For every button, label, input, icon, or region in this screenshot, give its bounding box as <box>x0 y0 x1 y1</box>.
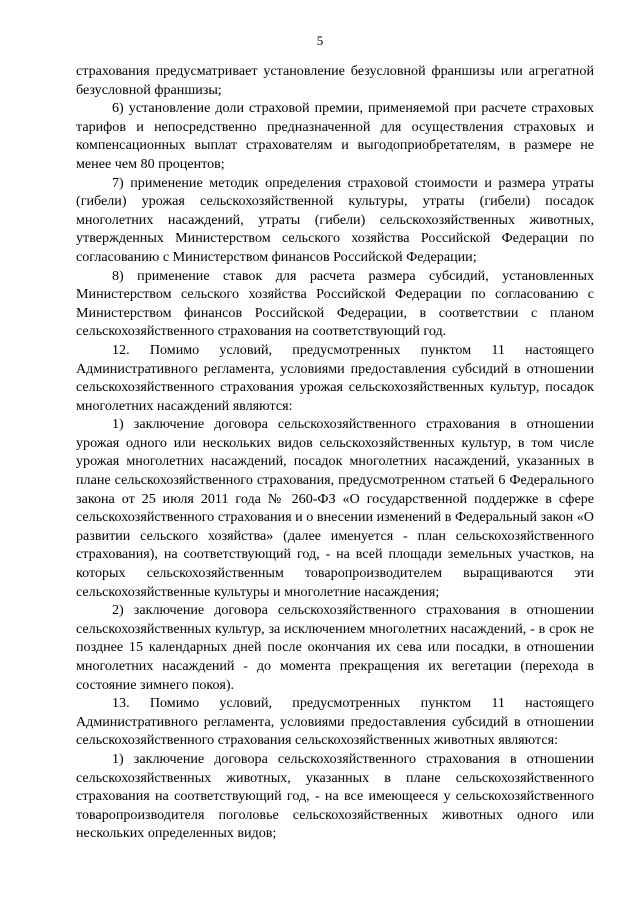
paragraph-item-6: 6) установление доли страховой премии, применяемой при расчете страховых тарифов и непосредственно предназначенной для осуществления страховых и компенсационных выплат страхователям и выгодоприобретателям, в размере не менее чем 80 процентов; <box>76 100 594 172</box>
document-body <box>76 62 594 843</box>
paragraph-item-7: 7) применение методик определения страховой стоимости и размера утраты (гибели) урожая сельскохозяйственной культуры, утраты (гибели) посадок многолетних насаждений, утраты (гибели) сельскохозяйственных животных, утвержденных Министерством сельского хозяйства Российской Федерации по согласованию с Министерством финансов Российской Федерации; <box>76 174 594 265</box>
page-number: 5 <box>316 33 324 48</box>
paragraph-clause-12-item-1: 1) заключение договора сельскохозяйственного страхования в отношении урожая одного или нескольких видов сельскохозяйственных культур, в том числе урожая многолетних насаждений, посадок многолетних насаждений, указанных в плане сельскохозяйственного страхования, предусмотренном статьей 6 Федерального закона от 25 июля 2011 года № 260-ФЗ «О государственной поддержке в сфере сельскохозяйственного страхования и о внесении изменений в Федеральный закон «О развитии сельского хозяйства» (далее именуется - план сельскохозяйственного страхования), на соответствующий год, - на всей площади земельных участков, на которых сельскохозяйственным товаропроизводителем выращиваются эти сельскохозяйственные культуры и многолетние насаждения; <box>76 416 594 600</box>
paragraph-clause-12-item-2: 2) заключение договора сельскохозяйственного страхования в отношении сельскохозяйственных культур, за исключением многолетних насаждений, - в срок не позднее 15 календарных дней после окончания их сева или посадки, в отношении многолетних насаждений - до момента прекращения их вегетации (перехода в состояние зимнего покоя). <box>76 602 594 693</box>
paragraph-clause-12: 12. Помимо условий, предусмотренных пунктом 11 настоящего Административного регламента, условиями предоставления субсидий в отношении сельскохозяйственного страхования урожая сельскохозяйственных культур, посадок многолетних насаждений являются: <box>76 341 594 414</box>
paragraph-item-8: 8) применение ставок для расчета размера субсидий, установленных Министерством сельского хозяйства Российской Федерации по согласованию с Министерством финансов Российской Федерации, в соответствии с планом сельскохозяйственного страхования на соответствующий год. <box>76 267 594 340</box>
paragraph-clause-13: 13. Помимо условий, предусмотренных пунктом 11 настоящего Административного регламента, условиями предоставления субсидий в отношении сельскохозяйственного страхования сельскохозяйственных животных являются: <box>76 695 594 749</box>
paragraph-clause-13-item-1: 1) заключение договора сельскохозяйственного страхования в отношении сельскохозяйственных животных, указанных в плане сельскохозяйственного страхования на соответствующий год, - на все имеющееся у сельскохозяйственного товаропроизводителя поголовье сельскохозяйственных животных одного или нескольких определенных видов; <box>76 750 594 842</box>
paragraph-continuation: страхования предусматривает установление безусловной франшизы или агрегатной безусловной франшизы; <box>76 63 594 98</box>
